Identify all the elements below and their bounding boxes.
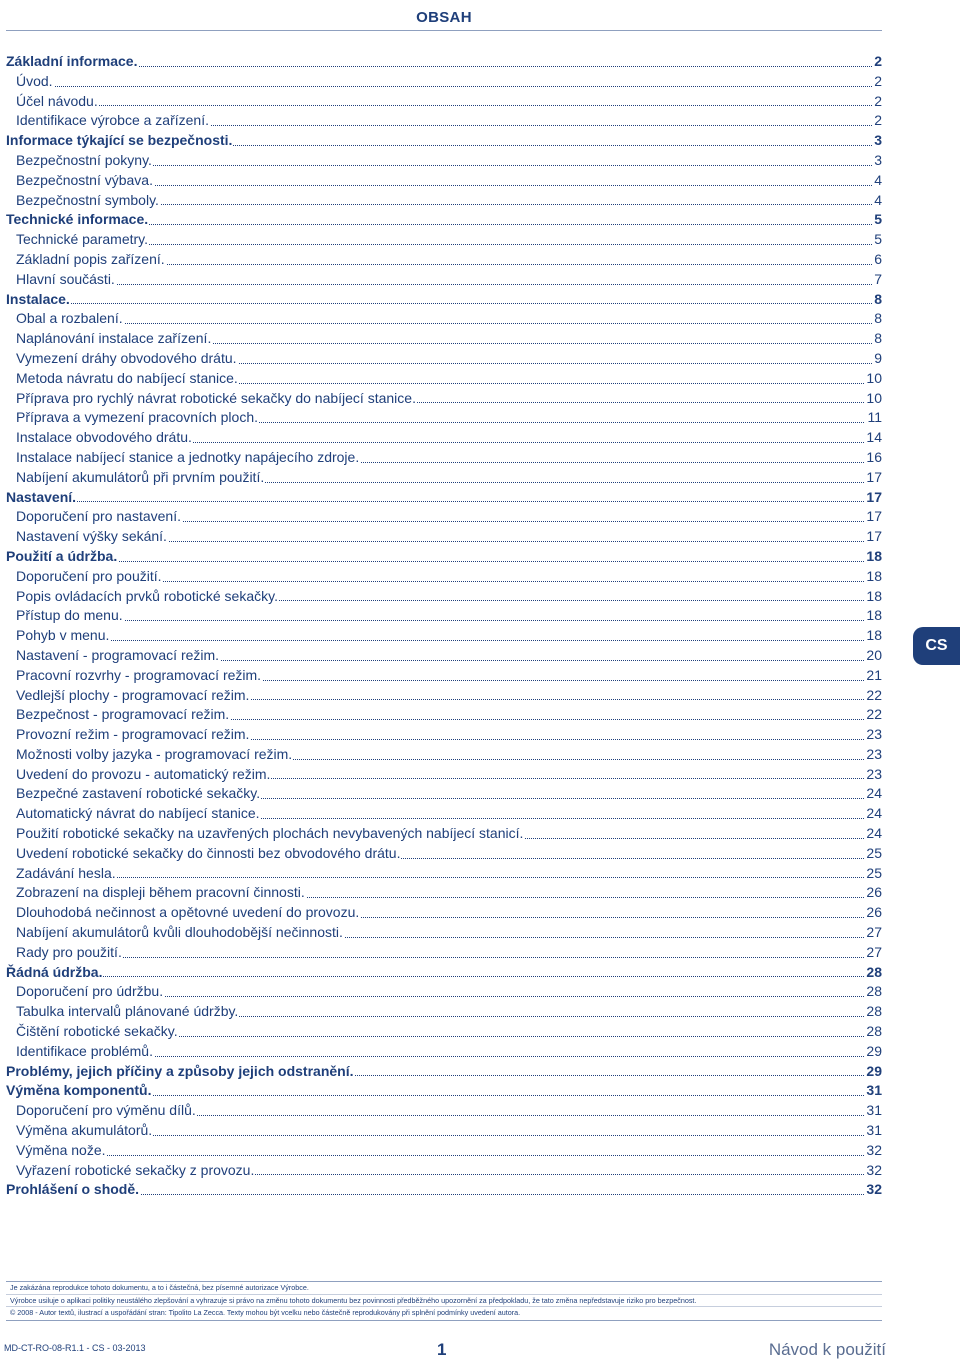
toc-leader-dots	[16, 86, 882, 87]
toc-entry-page: 8	[872, 329, 882, 349]
toc-section	[6, 1141, 882, 1161]
toc-entry-page: 20	[864, 646, 882, 666]
toc-entry-page: 28	[864, 1022, 882, 1042]
toc-section	[6, 646, 882, 666]
toc-entry-title: Informace týkající se bezpečnosti.	[6, 132, 233, 149]
toc-entry-page: 18	[864, 587, 882, 607]
toc-entry-page: 6	[872, 250, 882, 270]
toc-section	[6, 349, 882, 369]
toc-entry-title: Instalace nabíjecí stanice a jednotky napájecího zdroje.	[16, 448, 360, 465]
toc-entry-title: Nabíjení akumulátorů kvůli dlouhodobější nečinnosti.	[16, 924, 343, 941]
toc-entry-title: Řádná údržba.	[6, 963, 103, 980]
toc-section	[6, 567, 882, 587]
toc-entry-title: Možnosti volby jazyka - programovací režim.	[16, 745, 293, 762]
toc-section	[6, 1042, 882, 1062]
toc-entry-title: Tabulka intervalů plánované údržby.	[16, 1003, 239, 1020]
toc-leader-dots	[16, 957, 882, 958]
toc-entry-title: Provozní režim - programovací režim.	[16, 726, 250, 743]
toc-chapter	[6, 290, 882, 310]
toc-entry-title: Použití robotické sekačky na uzavřených plochách nevybavených nabíjecí stanicí.	[16, 825, 524, 842]
toc-entry-page: 28	[864, 982, 882, 1002]
notice-line-1: Je zakázána reprodukce tohoto dokumentu, a to i částečná, bez písemné autorizace Výrobce.	[10, 1283, 309, 1292]
toc-entry-title: Nastavení výšky sekání.	[16, 528, 167, 545]
toc-entry-title: Instalace.	[6, 290, 70, 307]
toc-entry-page: 17	[864, 507, 882, 527]
toc-entry-page: 22	[864, 705, 882, 725]
toc-section	[6, 468, 882, 488]
toc-entry-page: 2	[872, 111, 882, 131]
toc-chapter	[6, 210, 882, 230]
toc-section	[6, 1101, 882, 1121]
toc-entry-page: 17	[864, 527, 882, 547]
toc-entry-page: 2	[872, 92, 882, 112]
toc-entry-page: 4	[872, 191, 882, 211]
toc-section	[6, 745, 882, 765]
toc-entry-page: 5	[872, 210, 882, 230]
toc-chapter	[6, 963, 882, 983]
toc-entry-title: Bezpečnost - programovací režim.	[16, 706, 230, 723]
toc-section	[6, 943, 882, 963]
toc-entry-page: 29	[864, 1062, 882, 1082]
toc-entry-page: 31	[864, 1101, 882, 1121]
toc-section	[6, 270, 882, 290]
toc-section	[6, 1121, 882, 1141]
toc-chapter	[6, 1180, 882, 1200]
document-code: MD-CT-RO-08-R1.1 - CS - 03-2013	[4, 1343, 146, 1353]
toc-leader-dots	[16, 620, 882, 621]
toc-entry-title: Metoda návratu do nabíjecí stanice.	[16, 369, 238, 386]
toc-chapter	[6, 488, 882, 508]
toc-section	[6, 725, 882, 745]
toc-section	[6, 151, 882, 171]
toc-entry-title: Výměna nože.	[16, 1141, 106, 1158]
toc-entry-page: 26	[864, 903, 882, 923]
toc-entry-page: 17	[864, 488, 882, 508]
toc-section	[6, 171, 882, 191]
toc-entry-title: Naplánování instalace zařízení.	[16, 330, 212, 347]
toc-entry-page: 8	[872, 290, 882, 310]
toc-entry-page: 29	[864, 1042, 882, 1062]
toc-section	[6, 883, 882, 903]
toc-entry-title: Bezpečnostní symboly.	[16, 191, 159, 208]
toc-entry-page: 31	[864, 1081, 882, 1101]
toc-entry-title: Zadávání hesla.	[16, 864, 116, 881]
toc-section	[6, 686, 882, 706]
toc-entry-title: Prohlášení o shodě.	[6, 1181, 140, 1198]
toc-leader-dots	[6, 501, 882, 502]
toc-leader-dots	[16, 284, 882, 285]
toc-entry-title: Rady pro použití.	[16, 943, 122, 960]
toc-entry-page: 32	[864, 1161, 882, 1181]
toc-chapter	[6, 131, 882, 151]
toc-entry-title: Účel návodu.	[16, 92, 98, 109]
toc-entry-title: Doporučení pro údržbu.	[16, 983, 164, 1000]
toc-entry-page: 18	[864, 547, 882, 567]
toc-section	[6, 448, 882, 468]
toc-entry-page: 4	[872, 171, 882, 191]
toc-leader-dots	[16, 1155, 882, 1156]
toc-section	[6, 72, 882, 92]
toc-section	[6, 903, 882, 923]
toc-section	[6, 666, 882, 686]
toc-section	[6, 1022, 882, 1042]
toc-entry-page: 23	[864, 725, 882, 745]
manual-label: Návod k použití	[768, 1340, 886, 1359]
toc-section	[6, 765, 882, 785]
toc-entry-page: 2	[872, 72, 882, 92]
toc-entry-title: Doporučení pro použití.	[16, 567, 162, 584]
toc-chapter	[6, 1062, 882, 1082]
toc-section	[6, 824, 882, 844]
toc-entry-page: 16	[864, 448, 882, 468]
toc-entry-title: Technické parametry.	[16, 231, 149, 248]
toc-entry-page: 21	[864, 666, 882, 686]
toc-entry-title: Základní popis zařízení.	[16, 250, 165, 267]
toc-entry-page: 23	[864, 765, 882, 785]
toc-entry-title: Příprava pro rychlý návrat robotické sekačky do nabíjecí stanice.	[16, 389, 416, 406]
toc-entry-page: 3	[872, 131, 882, 151]
toc-entry-title: Přístup do menu.	[16, 607, 123, 624]
toc-section	[6, 230, 882, 250]
toc-entry-title: Pracovní rozvrhy - programovací režim.	[16, 666, 262, 683]
toc-entry-page: 18	[864, 606, 882, 626]
toc-section	[6, 982, 882, 1002]
toc-leader-dots	[6, 976, 882, 977]
toc-entry-title: Identifikace výrobce a zařízení.	[16, 112, 209, 129]
toc-entry-page: 24	[864, 824, 882, 844]
toc-entry-page: 32	[864, 1141, 882, 1161]
toc-leader-dots	[6, 303, 882, 304]
toc-entry-page: 3	[872, 151, 882, 171]
toc-leader-dots	[16, 323, 882, 324]
toc-section	[6, 923, 882, 943]
toc-section	[6, 527, 882, 547]
toc-leader-dots	[6, 561, 882, 562]
toc-entry-page: 24	[864, 784, 882, 804]
toc-section	[6, 389, 882, 409]
toc-entry-title: Doporučení pro nastavení.	[16, 508, 181, 525]
toc-entry-title: Bezpečnostní výbava.	[16, 171, 153, 188]
toc-leader-dots	[16, 877, 882, 878]
toc-entry-page: 25	[864, 844, 882, 864]
copyright-notice	[6, 1281, 882, 1321]
toc-section	[6, 329, 882, 349]
toc-entry-page: 7	[872, 270, 882, 290]
toc-entry-page: 25	[864, 864, 882, 884]
toc-entry-page: 26	[864, 883, 882, 903]
toc-entry-page: 18	[864, 626, 882, 646]
toc-section	[6, 111, 882, 131]
toc-section	[6, 92, 882, 112]
toc-entry-title: Nastavení - programovací režim.	[16, 646, 220, 663]
toc-entry-title: Obal a rozbalení.	[16, 310, 123, 327]
toc-entry-title: Instalace obvodového drátu.	[16, 429, 192, 446]
toc-entry-title: Automatický návrat do nabíjecí stanice.	[16, 805, 260, 822]
toc-entry-title: Vedlejší plochy - programovací režim.	[16, 686, 250, 703]
toc-section	[6, 191, 882, 211]
toc-section	[6, 369, 882, 389]
toc-chapter	[6, 547, 882, 567]
toc-entry-page: 32	[864, 1180, 882, 1200]
toc-entry-title: Technické informace.	[6, 211, 149, 228]
toc-section	[6, 428, 882, 448]
toc-section	[6, 784, 882, 804]
table-of-contents	[6, 52, 882, 1200]
toc-section	[6, 804, 882, 824]
toc-section	[6, 705, 882, 725]
toc-section	[6, 626, 882, 646]
page-title: OBSAH	[416, 9, 472, 26]
toc-chapter	[6, 1081, 882, 1101]
toc-entry-page: 22	[864, 686, 882, 706]
toc-leader-dots	[16, 105, 882, 106]
toc-section	[6, 587, 882, 607]
toc-entry-title: Vymezení dráhy obvodového drátu.	[16, 349, 237, 366]
toc-entry-page: 17	[864, 468, 882, 488]
toc-entry-title: Popis ovládacích prvků robotické sekačky.	[16, 587, 278, 604]
toc-entry-page: 10	[864, 369, 882, 389]
toc-entry-page: 5	[872, 230, 882, 250]
toc-entry-title: Výměna akumulátorů.	[16, 1122, 153, 1139]
toc-entry-page: 9	[872, 349, 882, 369]
toc-entry-page: 23	[864, 745, 882, 765]
toc-entry-page: 24	[864, 804, 882, 824]
toc-entry-title: Dlouhodobá nečinnost a opětovné uvedení do provozu.	[16, 904, 360, 921]
toc-entry-title: Vyřazení robotické sekačky z provozu.	[16, 1161, 255, 1178]
toc-leader-dots	[16, 640, 882, 641]
toc-entry-page: 18	[864, 567, 882, 587]
language-tab: CS	[913, 627, 960, 665]
toc-entry-page: 28	[864, 963, 882, 983]
toc-entry-title: Uvedení robotické sekačky do činnosti bez obvodového drátu.	[16, 844, 401, 861]
toc-entry-title: Bezpečné zastavení robotické sekačky.	[16, 785, 261, 802]
toc-section	[6, 250, 882, 270]
toc-entry-title: Problémy, jejich příčiny a způsoby jejich odstranění.	[6, 1062, 354, 1079]
toc-entry-title: Uvedení do provozu - automatický režim.	[16, 765, 271, 782]
toc-entry-title: Příprava a vymezení pracovních ploch.	[16, 409, 259, 426]
toc-section	[6, 309, 882, 329]
toc-entry-title: Čištění robotické sekačky.	[16, 1023, 178, 1040]
toc-entry-page: 11	[865, 408, 882, 428]
toc-entry-title: Základní informace.	[6, 53, 138, 69]
toc-entry-title: Doporučení pro výměnu dílů.	[16, 1102, 196, 1119]
page-number: 1	[437, 1340, 447, 1359]
toc-entry-page: 27	[864, 923, 882, 943]
toc-entry-title: Použití a údržba.	[6, 547, 118, 564]
toc-entry-page: 8	[872, 309, 882, 329]
toc-entry-title: Identifikace problémů.	[16, 1042, 153, 1059]
toc-section	[6, 1161, 882, 1181]
toc-entry-page: 31	[864, 1121, 882, 1141]
toc-entry-title: Úvod.	[16, 72, 53, 89]
notice-line-3: © 2008 - Autor textů, ilustrací a uspořádání stran: Tipolito La Zecca. Texty mohou být vcelku nebo částečně reprodukovány při splnění podmínky uvedení autora.	[6, 1306, 882, 1319]
toc-entry-title: Zobrazení na displeji během pracovní činnosti.	[16, 884, 305, 901]
toc-section	[6, 864, 882, 884]
toc-entry-title: Bezpečnostní pokyny.	[16, 151, 152, 168]
notice-line-2: Výrobce usiluje o aplikaci politiky neustálého zlepšování a vyhrazuje si právo na změnu tohoto dokumentu bez povinnosti předběžného upozornění za předpokladu, že tato změna nepředstavuje riziko pro bezpečnost.	[6, 1294, 882, 1307]
toc-section	[6, 606, 882, 626]
toc-section	[6, 408, 882, 428]
toc-entry-page: 2	[872, 52, 882, 72]
toc-entry-title: Nabíjení akumulátorů při prvním použití.	[16, 468, 265, 485]
toc-entry-title: Hlavní součásti.	[16, 270, 115, 287]
toc-chapter	[6, 52, 882, 72]
toc-section	[6, 1002, 882, 1022]
toc-entry-page: 10	[864, 389, 882, 409]
toc-entry-title: Výměna komponentů.	[6, 1082, 152, 1099]
toc-entry-title: Pohyb v menu.	[16, 627, 110, 644]
toc-section	[6, 844, 882, 864]
toc-entry-page: 14	[864, 428, 882, 448]
toc-entry-page: 28	[864, 1002, 882, 1022]
toc-entry-page: 27	[864, 943, 882, 963]
toc-section	[6, 507, 882, 527]
toc-entry-title: Nastavení.	[6, 488, 77, 505]
